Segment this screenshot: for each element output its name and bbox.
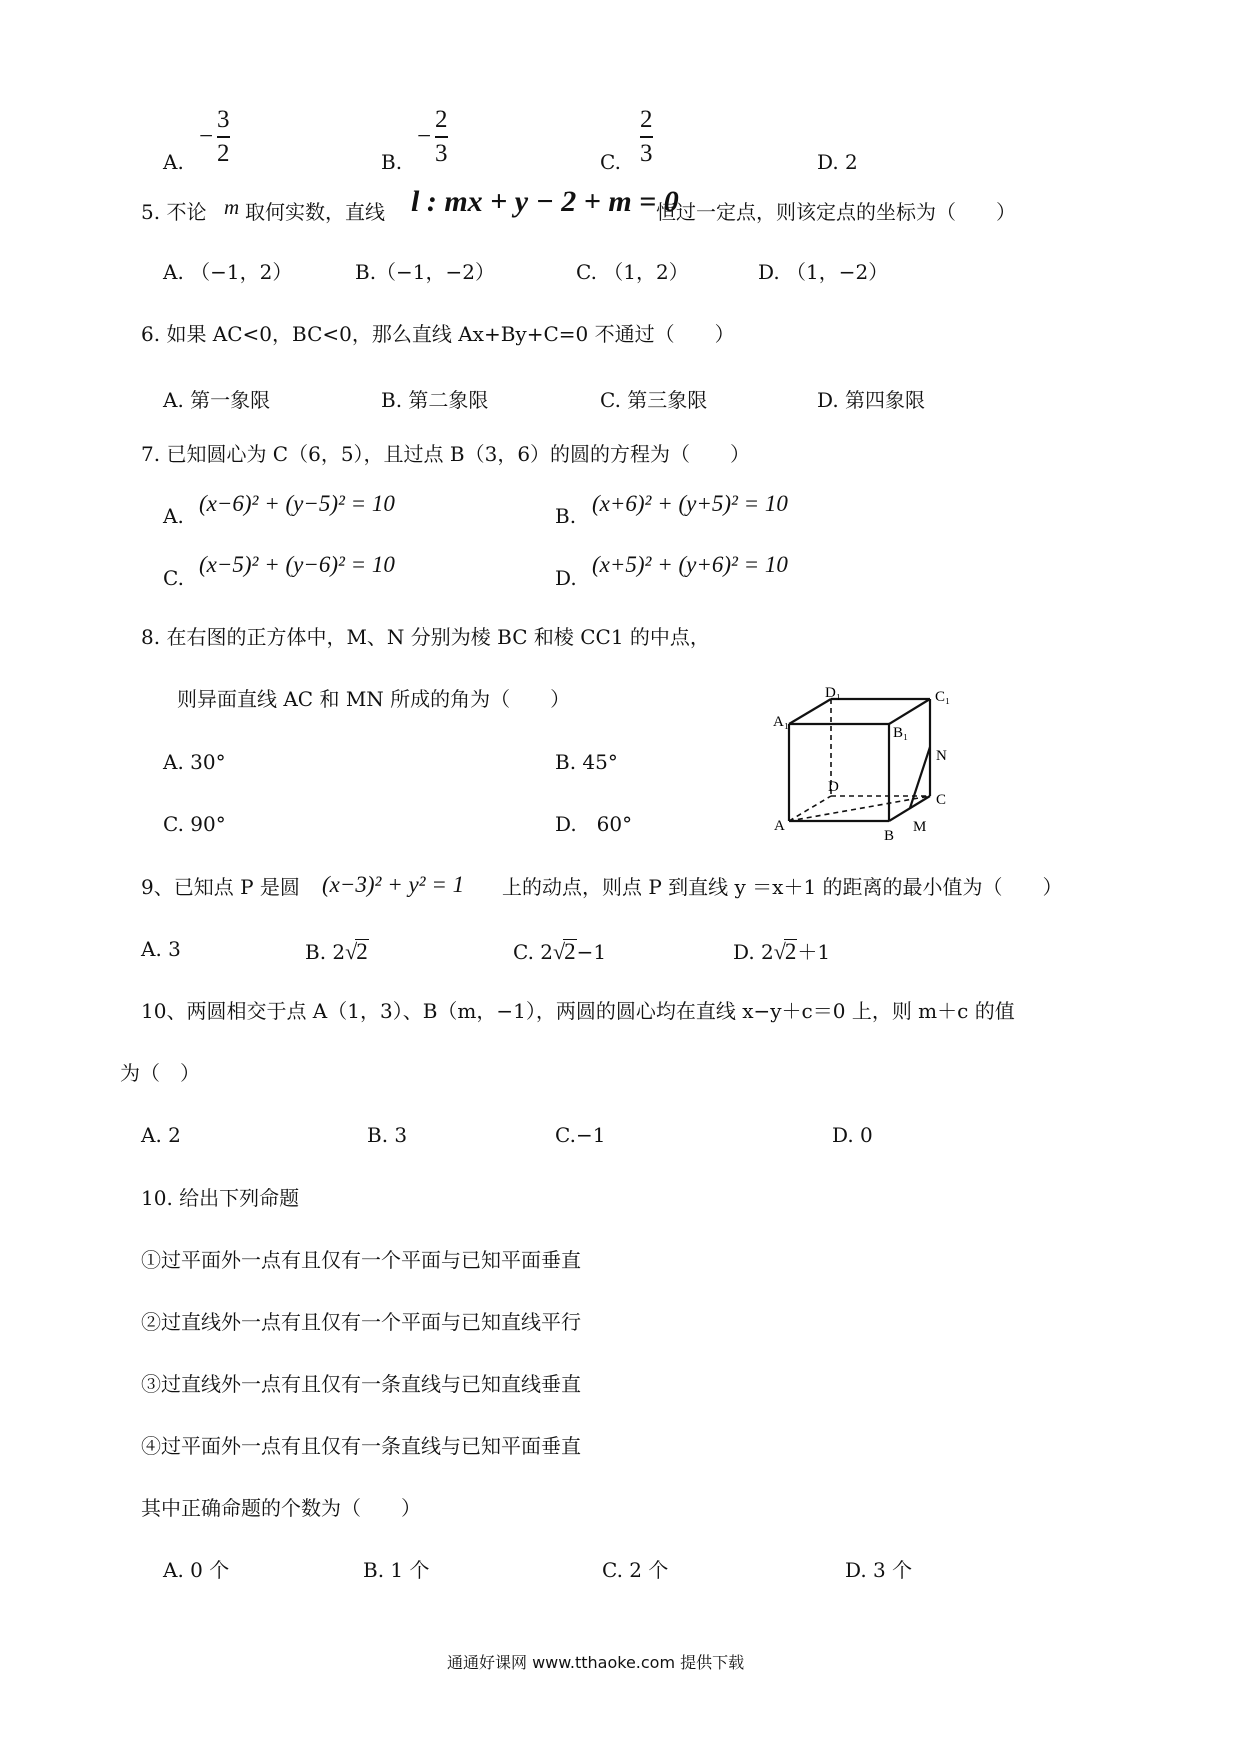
q4-option-c-fraction: 2 3 — [640, 106, 653, 167]
q9-option-b-radicand: 2 — [356, 939, 368, 964]
q9-option-d-label: D. 2 — [733, 940, 774, 964]
q10-stem-line1: 10、两圆相交于点 A（1，3）、B（m，−1），两圆的圆心均在直线 x−y＋c＝0 上，则 m＋c 的值 — [141, 999, 1015, 1023]
q10b-proposition-3: ③过直线外一点有且仅有一条直线与已知直线垂直 — [141, 1372, 581, 1396]
q6-option-d: D. 第四象限 — [817, 388, 926, 412]
q6-option-b: B. 第二象限 — [381, 388, 489, 412]
label-d: D — [828, 779, 839, 795]
q10-stem-line2: 为（ ） — [120, 1061, 200, 1085]
q10b-option-c: C. 2 个 — [602, 1558, 669, 1582]
q5-option-c: C. （1，2） — [576, 260, 689, 284]
edge-b-c — [889, 796, 930, 821]
q6-option-a: A. 第一象限 — [163, 388, 271, 412]
q10b-option-a: A. 0 个 — [163, 1558, 230, 1582]
q8-option-b: B. 45° — [555, 750, 618, 774]
label-a1: A₁ — [773, 714, 790, 730]
q6-option-c: C. 第三象限 — [600, 388, 708, 412]
q9-option-d-radicand: 2 — [784, 939, 797, 964]
q8-option-d: D. 60° — [555, 812, 633, 836]
q10b-proposition-2: ②过直线外一点有且仅有一个平面与已知直线平行 — [141, 1310, 581, 1334]
q4-option-b-fraction: 2 3 — [435, 106, 448, 167]
q10b-option-b: B. 1 个 — [363, 1558, 430, 1582]
q7-option-d-equation: (x+5)² + (y+6)² = 10 — [592, 552, 788, 577]
q10-option-d: D. 0 — [832, 1123, 873, 1147]
q5-option-d: D. （1，−2） — [758, 260, 889, 284]
q10b-option-d: D. 3 个 — [845, 1558, 913, 1582]
q7-option-c-equation: (x−5)² + (y−6)² = 10 — [199, 552, 395, 577]
q4-option-b-label: B. — [381, 150, 403, 174]
q10-option-b: B. 3 — [367, 1123, 408, 1147]
label-b1: B₁ — [893, 725, 909, 741]
q9-option-c-radicand: 2 — [564, 939, 576, 964]
q9-option-b-label: B. 2 — [305, 940, 346, 964]
label-n: N — [936, 748, 947, 764]
label-d1: D₁ — [825, 685, 842, 701]
label-c: C — [936, 792, 947, 808]
page-footer: 通通好课网 www.tthaoke.com 提供下载 — [447, 1653, 745, 1672]
q5-suffix: 恒过一定点，则该定点的坐标为（ ） — [656, 200, 1016, 224]
label-m: M — [913, 819, 927, 835]
q10b-proposition-1: ①过平面外一点有且仅有一个平面与已知平面垂直 — [141, 1248, 581, 1272]
label-a: A — [774, 818, 785, 834]
q9-option-c-label: C. 2 — [513, 940, 554, 964]
q9-prefix: 9、已知点 P 是圆 — [141, 875, 300, 899]
q9-option-d: D. 2√2＋1 — [733, 939, 831, 964]
q10-option-a: A. 2 — [141, 1123, 181, 1147]
q5-middle: 取何实数，直线 — [245, 200, 385, 224]
q5-option-a: A. （−1，2） — [163, 260, 293, 284]
q4-option-c-label: C. — [600, 150, 621, 174]
cube-figure — [770, 680, 970, 850]
q10b-proposition-4: ④过平面外一点有且仅有一条直线与已知平面垂直 — [141, 1434, 581, 1458]
q9-option-a: A. 3 — [141, 937, 181, 961]
q7-option-a-label: A. — [163, 504, 184, 528]
label-b: B — [884, 828, 895, 844]
q4-option-d: D. 2 — [817, 150, 858, 174]
q8-option-a: A. 30° — [163, 750, 226, 774]
q6-stem: 6. 如果 AC<0，BC<0，那么直线 Ax+By+C=0 不通过（ ） — [141, 322, 735, 346]
q7-option-b-label: B. — [555, 504, 577, 528]
q10-option-c: C.−1 — [555, 1123, 606, 1147]
q9-option-c-tail: −1 — [576, 940, 607, 964]
q7-stem: 7. 已知圆心为 C（6，5），且过点 B（3，6）的圆的方程为（ ） — [141, 442, 751, 466]
q10b-question: 其中正确命题的个数为（ ） — [141, 1496, 421, 1520]
q5-var-m: m — [224, 195, 240, 219]
label-c1: C₁ — [935, 689, 951, 705]
q7-option-d-label: D. — [555, 566, 577, 590]
q5-prefix: 5. 不论 — [141, 200, 207, 224]
q4-option-a-sign: − — [199, 123, 214, 150]
q8-stem-line2: 则异面直线 AC 和 MN 所成的角为（ ） — [177, 687, 571, 711]
edge-b1-c1 — [889, 699, 930, 724]
q7-option-c-label: C. — [163, 566, 184, 590]
q10b-stem: 10. 给出下列命题 — [141, 1186, 300, 1210]
q8-option-c: C. 90° — [163, 812, 226, 836]
q5-option-b: B.（−1，−2） — [355, 260, 496, 284]
q9-circle-equation: (x−3)² + y² = 1 — [322, 872, 465, 897]
q9-option-d-tail: ＋1 — [797, 940, 831, 964]
q9-suffix: 上的动点，则点 P 到直线 y ＝x＋1 的距离的最小值为（ ） — [502, 875, 1063, 899]
q9-option-c: C. 2√2−1 — [513, 939, 607, 964]
q4-option-b-sign: − — [417, 123, 432, 150]
q7-option-b-equation: (x+6)² + (y+5)² = 10 — [592, 491, 788, 516]
q7-option-a-equation: (x−6)² + (y−5)² = 10 — [199, 491, 395, 516]
q5-equation: l : mx + y − 2 + m = 0 — [411, 185, 679, 218]
q9-option-b: B. 2√2 — [305, 939, 368, 964]
q8-stem-line1: 8. 在右图的正方体中，M、N 分别为棱 BC 和棱 CC1 的中点， — [141, 625, 710, 649]
q4-option-a-label: A. — [163, 150, 184, 174]
edge-a1-d1 — [789, 699, 831, 724]
q4-option-a-fraction: 3 2 — [217, 106, 230, 167]
